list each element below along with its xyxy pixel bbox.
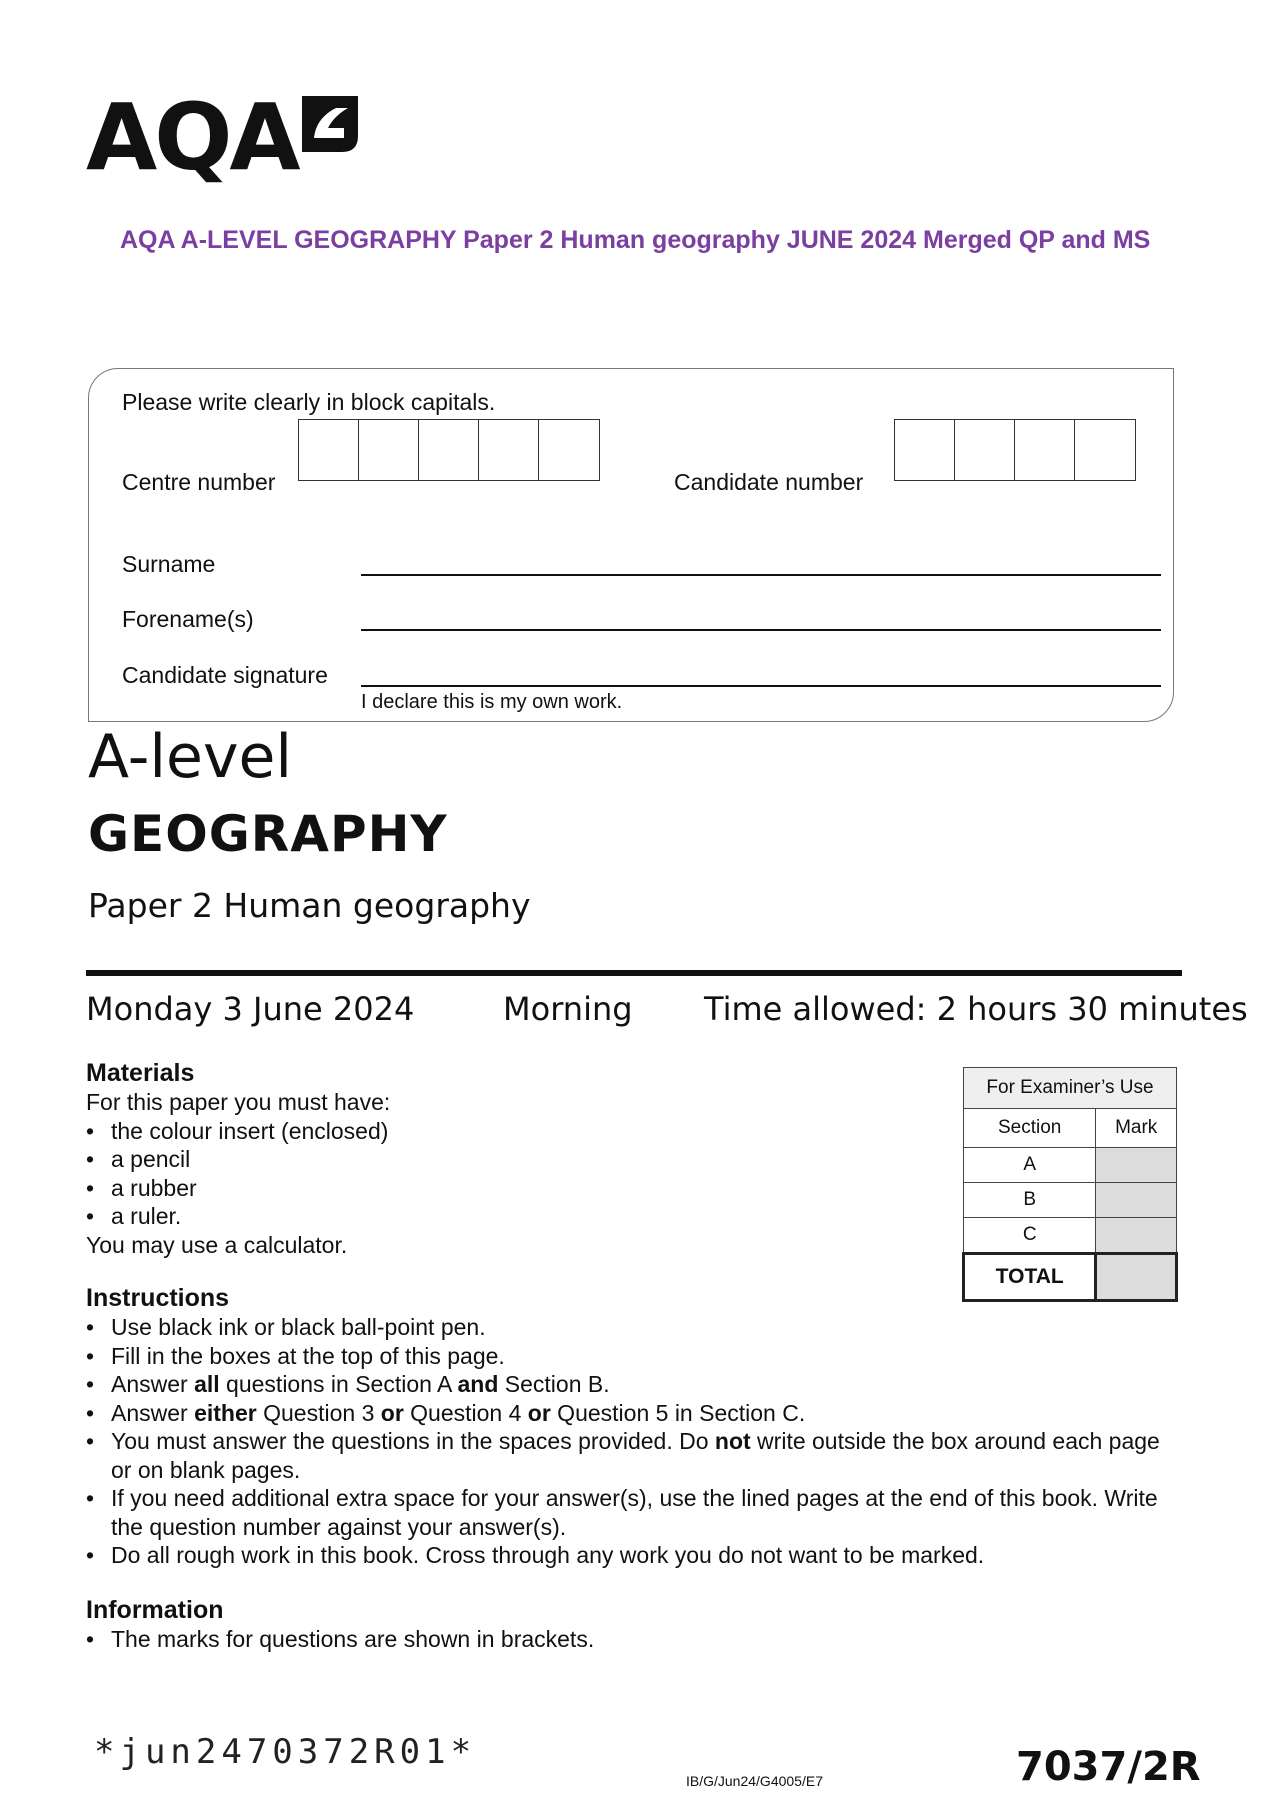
candidate-number-label: Candidate number [674,469,864,495]
examiners-use-table [962,1067,1178,1302]
information-heading: Information [86,1596,224,1624]
centre-number-digit-box[interactable] [539,420,599,480]
centre-number-digit-box[interactable] [419,420,479,480]
list-item: • Use black ink or black ball-point pen. [86,1313,1166,1342]
section-cell: C [964,1218,1096,1254]
list-item: • If you need additional extra space for your answer(s), use the lined pages at the end of this book. Write the question number against your answer(s). [86,1484,1166,1541]
paper-title: Paper 2 Human geography [88,886,531,925]
centre-number-digit-box[interactable] [479,420,539,480]
list-item: • Fill in the boxes at the top of this page. [86,1342,1166,1371]
centre-number-label: Centre number [122,469,276,495]
document-header-title: AQA A-LEVEL GEOGRAPHY Paper 2 Human geography JUNE 2024 Merged QP and MS [120,226,1151,254]
candidate-number-boxes[interactable] [894,419,1136,481]
section-cell: A [964,1148,1096,1183]
mark-cell [1096,1218,1177,1254]
candidate-number-digit-box[interactable] [895,420,955,480]
section-cell: B [964,1183,1096,1218]
aqa-logo-text: AQA [86,84,298,191]
list-item: • Do all rough work in this book. Cross through any work you do not want to be marked. [86,1541,1166,1570]
declaration-text: I declare this is my own work. [361,691,623,713]
centre-number-digit-box[interactable] [359,420,419,480]
list-item: • a pencil [86,1145,886,1174]
mark-cell [1096,1183,1177,1218]
list-item: • Answer all questions in Section A and Section B. [86,1370,1166,1399]
list-item: • the colour insert (enclosed) [86,1117,886,1146]
surname-write-line[interactable] [361,574,1161,576]
instructions-list [86,1313,1166,1570]
list-item: • The marks for questions are shown in brackets. [86,1625,886,1654]
candidate-number-digit-box[interactable] [955,420,1015,480]
signature-write-line[interactable] [361,685,1161,687]
information-section [86,1596,886,1654]
candidate-number-digit-box[interactable] [1015,420,1075,480]
forenames-write-line[interactable] [361,629,1161,631]
candidate-number-digit-box[interactable] [1075,420,1135,480]
block-capitals-instruction: Please write clearly in block capitals. [122,389,496,415]
time-allowed: Time allowed: 2 hours 30 minutes [704,990,1248,1028]
barcode-text: *jun2470372R01* [94,1732,477,1772]
exam-session: Morning [503,990,633,1028]
materials-list [86,1117,886,1231]
list-item: • a rubber [86,1174,886,1203]
materials-heading: Materials [86,1059,195,1087]
centre-number-boxes[interactable] [298,419,600,481]
total-label: TOTAL [964,1254,1096,1301]
list-item: • Answer either Question 3 or Question 4 or Question 5 in Section C. [86,1399,1166,1428]
instructions-heading: Instructions [86,1284,230,1312]
list-item: • a ruler. [86,1202,886,1231]
section-column-header: Section [964,1109,1096,1148]
total-mark-cell [1096,1254,1177,1301]
surname-label: Surname [122,551,216,577]
document-reference: IB/G/Jun24/G4005/E7 [686,1773,823,1789]
list-item: • You must answer the questions in the spaces provided. Do not write outside the box around each page or on blank pages. [86,1427,1166,1484]
paper-code: 7037/2R [1016,1744,1201,1790]
materials-intro: For this paper you must have: [86,1089,391,1115]
signature-label: Candidate signature [122,662,328,688]
exam-date: Monday 3 June 2024 [86,990,415,1028]
mark-column-header: Mark [1096,1109,1177,1148]
aqa-logo-mark-icon [300,94,360,154]
instructions-section [86,1284,1166,1570]
subject-title: GEOGRAPHY [88,805,448,863]
forenames-label: Forename(s) [122,606,254,632]
examiners-use-title: For Examiner’s Use [964,1068,1177,1109]
calculator-note: You may use a calculator. [86,1231,348,1258]
information-list [86,1625,886,1654]
mark-cell [1096,1148,1177,1183]
centre-number-digit-box[interactable] [299,420,359,480]
divider-rule [86,970,1182,976]
materials-section [86,1059,886,1259]
qualification-title: A-level [88,722,293,792]
